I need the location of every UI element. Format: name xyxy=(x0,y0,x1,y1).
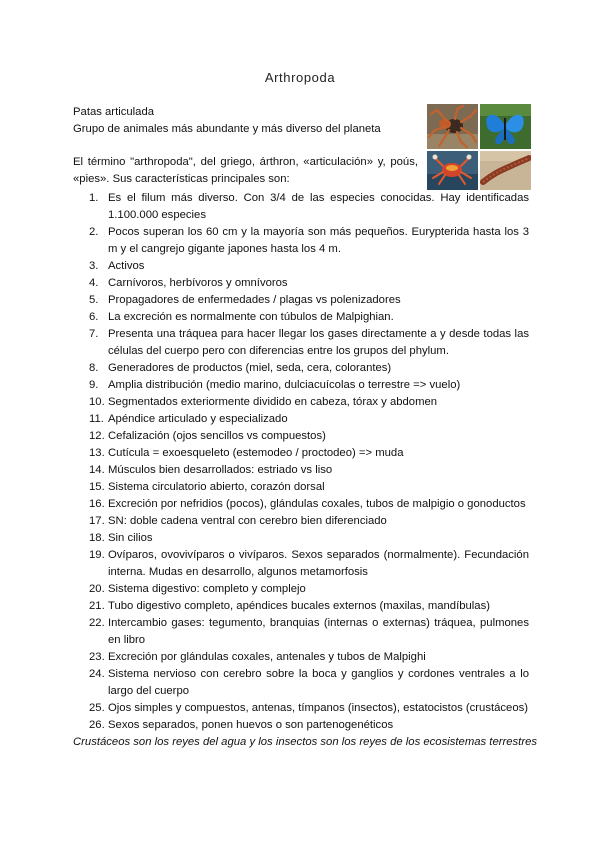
list-item-number: 14. xyxy=(89,464,105,476)
intro-summary: Grupo de animales más abundante y más diverso del planeta xyxy=(73,123,381,135)
page-title: Arthropoda xyxy=(264,70,336,85)
list-item-number: 6. xyxy=(89,311,99,323)
list-item xyxy=(73,411,529,428)
list-item-number: 2. xyxy=(89,226,99,238)
list-item-text: Propagadores de enfermedades / plagas vs polenizadores xyxy=(108,294,401,306)
list-item-number: 21. xyxy=(89,600,105,612)
list-item-text: Sistema circulatorio abierto, corazón dorsal xyxy=(108,481,325,493)
list-item-text: Excreción por glándulas coxales, antenales y tubos de Malpighi xyxy=(108,651,426,663)
list-item-number: 15. xyxy=(89,481,105,493)
list-item-text: Es el filum más diverso. Con 3/4 de las especies conocidas. Hay identificadas 1.100.000 especies xyxy=(108,192,529,221)
list-item xyxy=(73,190,529,224)
list-item xyxy=(73,479,529,496)
list-item-text: Ovíparos, ovovivíparos o vivíparos. Sexos separados (normalmente). Fecundación interna. Mudas en desarrollo, algunos metamorfosis xyxy=(108,549,529,578)
tarantula-photo-icon xyxy=(427,104,478,149)
list-item xyxy=(73,462,529,479)
list-item-number: 16. xyxy=(89,498,105,510)
characteristics-list xyxy=(73,190,529,734)
list-item-text: Tubo digestivo completo, apéndices bucales externos (maxilas, mandíbulas) xyxy=(108,600,490,612)
list-item-number: 11. xyxy=(89,413,104,425)
list-item xyxy=(73,445,529,462)
list-item-text: La excreción es normalmente con túbulos de Malpighian. xyxy=(108,311,394,323)
list-item-number: 8. xyxy=(89,362,99,374)
description-paragraph: El término "arthropoda", del griego, árthron, «articulación» y, poús, «pies». Sus características principales son: xyxy=(73,156,418,185)
list-item-text: Músculos bien desarrollados: estriado vs liso xyxy=(108,464,333,476)
list-item-number: 1. xyxy=(89,192,99,204)
list-item-number: 23. xyxy=(89,651,105,663)
list-item-text: Apéndice articulado y especializado xyxy=(108,413,288,425)
list-item xyxy=(73,224,529,258)
arthropod-photo-collage xyxy=(427,104,531,190)
list-item-text: Excreción por nefridios (pocos), glándulas coxales, tubos de malpigio o gonoductos xyxy=(108,498,526,510)
butterfly-photo-icon xyxy=(480,104,531,149)
closing-remark: Crustáceos son los reyes del agua y los insectos son los reyes de los ecosistemas terrestres xyxy=(73,736,538,748)
intro-subtitle: Patas articulada xyxy=(73,106,155,118)
list-item xyxy=(73,309,529,326)
list-item xyxy=(73,530,529,547)
centipede-photo-icon xyxy=(480,151,531,190)
list-item xyxy=(73,292,529,309)
list-item xyxy=(73,275,529,292)
list-item-number: 22. xyxy=(89,617,105,629)
list-item xyxy=(73,700,529,717)
list-item-text: Cutícula = exoesqueleto (estemodeo / proctodeo) => muda xyxy=(108,447,404,459)
list-item-number: 26. xyxy=(89,719,105,731)
list-item xyxy=(73,360,529,377)
list-item-text: Cefalización (ojos sencillos vs compuestos) xyxy=(108,430,326,442)
list-item xyxy=(73,394,529,411)
list-item-text: Pocos superan los 60 cm y la mayoría son más pequeños. Eurypterida hasta los 3 m y el cangrejo gigante japones hasta los 4 m. xyxy=(108,226,529,255)
list-item-number: 13. xyxy=(89,447,105,459)
list-item-number: 5. xyxy=(89,294,99,306)
list-item-number: 12. xyxy=(89,430,105,442)
list-item-text: SN: doble cadena ventral con cerebro bien diferenciado xyxy=(108,515,387,527)
list-item-text: Segmentados exteriormente dividido en cabeza, tórax y abdomen xyxy=(108,396,438,408)
list-item-number: 17. xyxy=(89,515,105,527)
list-item-number: 18. xyxy=(89,532,105,544)
list-item-number: 19. xyxy=(89,549,105,561)
list-item-text: Generadores de productos (miel, seda, cera, colorantes) xyxy=(108,362,392,374)
list-item xyxy=(73,615,529,649)
list-item-number: 25. xyxy=(89,702,105,714)
intro-block xyxy=(73,104,433,138)
crab-photo-icon xyxy=(427,151,478,190)
list-item-text: Amplia distribución (medio marino, dulciacuícolas o terrestre => vuelo) xyxy=(108,379,461,391)
list-item-text: Carnívoros, herbívoros y omnívoros xyxy=(108,277,288,289)
list-item xyxy=(73,717,529,734)
list-item xyxy=(73,513,529,530)
list-item-text: Ojos simples y compuestos, antenas, tímpanos (insectos), estatocistos (crustáceos) xyxy=(108,702,529,714)
list-item xyxy=(73,649,529,666)
list-item xyxy=(73,547,529,581)
list-item xyxy=(73,666,529,700)
list-item-number: 9. xyxy=(89,379,99,391)
list-item xyxy=(73,581,529,598)
list-item-text: Activos xyxy=(108,260,145,272)
list-item-text: Sistema digestivo: completo y complejo xyxy=(108,583,306,595)
list-item xyxy=(73,496,529,513)
list-item-text: Sin cilios xyxy=(108,532,153,544)
list-item xyxy=(73,326,529,360)
list-item-text: Sistema nervioso con cerebro sobre la boca y ganglios y cordones ventrales a lo largo del cuerpo xyxy=(108,668,529,697)
list-item-number: 10. xyxy=(89,396,105,408)
list-item xyxy=(73,598,529,615)
list-item-number: 20. xyxy=(89,583,105,595)
list-item-number: 7. xyxy=(89,328,99,340)
list-item-number: 3. xyxy=(89,260,99,272)
list-item xyxy=(73,428,529,445)
list-item-text: Intercambio gases: tegumento, branquias (internas o externas) tráquea, pulmones en libro xyxy=(108,617,529,646)
list-item-number: 4. xyxy=(89,277,99,289)
list-item-number: 24. xyxy=(89,668,105,680)
list-item-text: Presenta una tráquea para hacer llegar los gases directamente a y desde todas las células del cuerpo pero con diferencias entre los grupos del phylum. xyxy=(108,328,529,357)
list-item-text: Sexos separados, ponen huevos o son partenogenéticos xyxy=(108,719,394,731)
list-item xyxy=(73,258,529,275)
list-item xyxy=(73,377,529,394)
